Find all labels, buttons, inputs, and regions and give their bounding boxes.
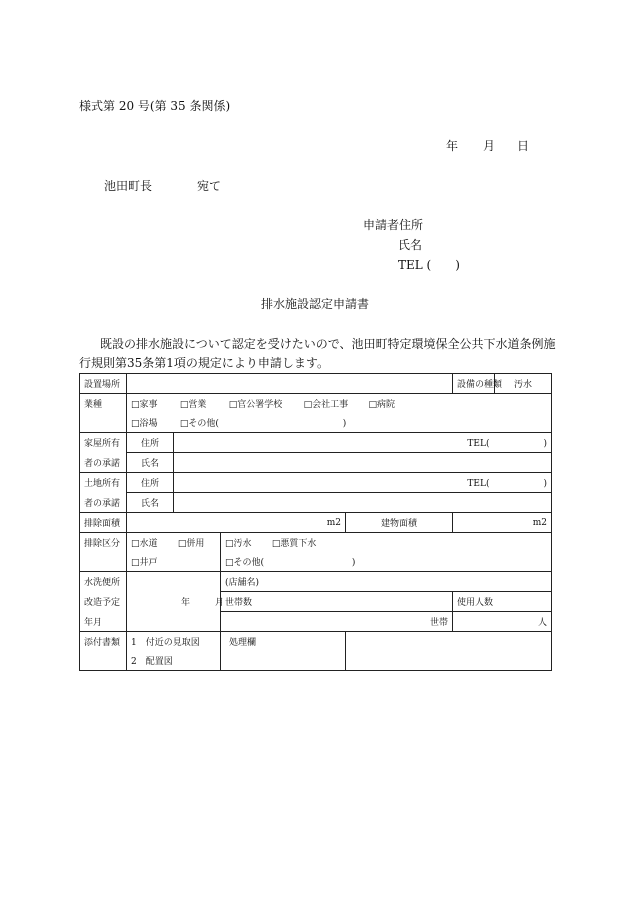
business-options-row2 (127, 413, 552, 433)
row-business-2 (80, 413, 552, 433)
house-owner-label-2: 者の承諾 (80, 453, 127, 473)
toilet-label-3: 年月 (80, 612, 127, 632)
land-owner-label-2: 者の承諾 (80, 493, 127, 513)
checkbox-business[interactable]: □営業 (179, 400, 207, 410)
building-area-label: 建物面積 (346, 513, 453, 533)
checkbox-company-construction[interactable]: □会社工事 (303, 400, 349, 410)
business-options-row1 (127, 394, 552, 414)
form-number: 様式第 20 号(第 35 条関係) (79, 99, 231, 113)
attachment-2: 2 配置図 (127, 651, 221, 671)
building-area-unit[interactable]: m2 (453, 513, 552, 533)
location-label: 設置場所 (80, 374, 127, 394)
addressee-suffix: 宛て (197, 179, 222, 193)
row-toilet-1 (80, 572, 552, 592)
row-drain-class-1 (80, 533, 552, 553)
row-location (80, 374, 552, 394)
processing-label: 処理欄 (221, 632, 346, 652)
location-field[interactable] (127, 374, 453, 394)
addressee: 池田町長 (104, 179, 153, 193)
row-drain-class-2 (80, 552, 552, 572)
body-text-line1: 既設の排水施設について認定を受けたいので、池田町特定環境保全公共下水道条例施 (100, 337, 556, 351)
row-house-owner-address (80, 433, 552, 453)
drain-area-label: 排除面積 (80, 513, 127, 533)
land-owner-label: 土地所有 (80, 473, 127, 493)
equipment-type-value: 汚水 (495, 374, 552, 394)
land-owner-name-label: 氏名 (127, 493, 174, 513)
date-day-label: 日 (517, 139, 530, 153)
toilet-month-label: 月 (215, 598, 225, 608)
users-unit[interactable]: 人 (453, 612, 552, 632)
checkbox-bad-sewage[interactable]: □悪質下水 (271, 539, 317, 549)
house-owner-name-field[interactable] (174, 453, 552, 473)
attachments-label: 添付書類 (80, 632, 127, 652)
water-options-row1 (127, 533, 221, 553)
checkbox-bathhouse[interactable]: □浴場 (131, 419, 158, 429)
attachment-1: 1 付近の見取図 (127, 632, 221, 652)
checkbox-water-supply[interactable]: □水道 (131, 539, 158, 549)
land-owner-tel[interactable]: TEL( ) (174, 473, 552, 493)
equipment-type-label: 設備の種類 (453, 374, 495, 394)
checkbox-hospital[interactable]: □病院 (368, 400, 396, 410)
business-label: 業種 (80, 394, 127, 414)
toilet-year-label: 年 (181, 598, 191, 608)
checkbox-other[interactable]: □その他( (179, 419, 219, 429)
row-attachments-1 (80, 632, 552, 652)
households-label: 世帯数 (221, 592, 453, 612)
drain-area-unit[interactable]: m2 (127, 513, 346, 533)
application-form-table (79, 373, 552, 671)
sewage-options-row1 (221, 533, 552, 553)
processing-field[interactable] (346, 632, 552, 671)
row-toilet-3 (80, 612, 552, 632)
sewage-options-row2 (221, 552, 552, 572)
date-year-label: 年 (446, 139, 459, 153)
checkbox-public-school[interactable]: □官公署学校 (228, 400, 283, 410)
toilet-label-2: 改造予定 (80, 592, 127, 612)
house-owner-label: 家屋所有 (80, 433, 127, 453)
households-unit[interactable]: 世帯 (221, 612, 453, 632)
land-owner-address-label: 住所 (127, 473, 174, 493)
checkbox-well[interactable]: □井戸 (131, 558, 158, 568)
row-land-owner-name (80, 493, 552, 513)
applicant-tel-label: TEL ( ) (398, 258, 460, 272)
row-land-owner-address (80, 473, 552, 493)
toilet-label-1: 水洗便所 (80, 572, 127, 592)
land-owner-name-field[interactable] (174, 493, 552, 513)
other-close-paren: ) (342, 419, 347, 429)
row-area (80, 513, 552, 533)
shop-name-label[interactable]: (店舗名) (221, 572, 552, 592)
users-label: 使用人数 (453, 592, 552, 612)
checkbox-household[interactable]: □家事 (131, 400, 158, 410)
checkbox-combined[interactable]: □併用 (177, 539, 205, 549)
body-text-line2: 行規則第35条第1項の規定により申請します。 (79, 356, 329, 370)
checkbox-sewage-other[interactable]: □その他( (225, 558, 265, 568)
applicant-name-label: 氏名 (398, 238, 423, 252)
house-owner-address-label: 住所 (127, 433, 174, 453)
checkbox-sewage[interactable]: □汚水 (225, 539, 252, 549)
house-owner-tel[interactable]: TEL( ) (174, 433, 552, 453)
sewage-other-close-paren: ) (351, 558, 356, 568)
drain-class-label: 排除区分 (80, 533, 127, 553)
row-business-1 (80, 394, 552, 414)
row-toilet-2 (80, 592, 552, 612)
row-house-owner-name (80, 453, 552, 473)
date-month-label: 月 (483, 139, 496, 153)
applicant-address-label: 申請者住所 (363, 218, 424, 232)
toilet-date-field[interactable] (127, 592, 225, 612)
document-title: 排水施設認定申請書 (261, 297, 370, 311)
water-options-row2 (127, 552, 221, 572)
house-owner-name-label: 氏名 (127, 453, 174, 473)
